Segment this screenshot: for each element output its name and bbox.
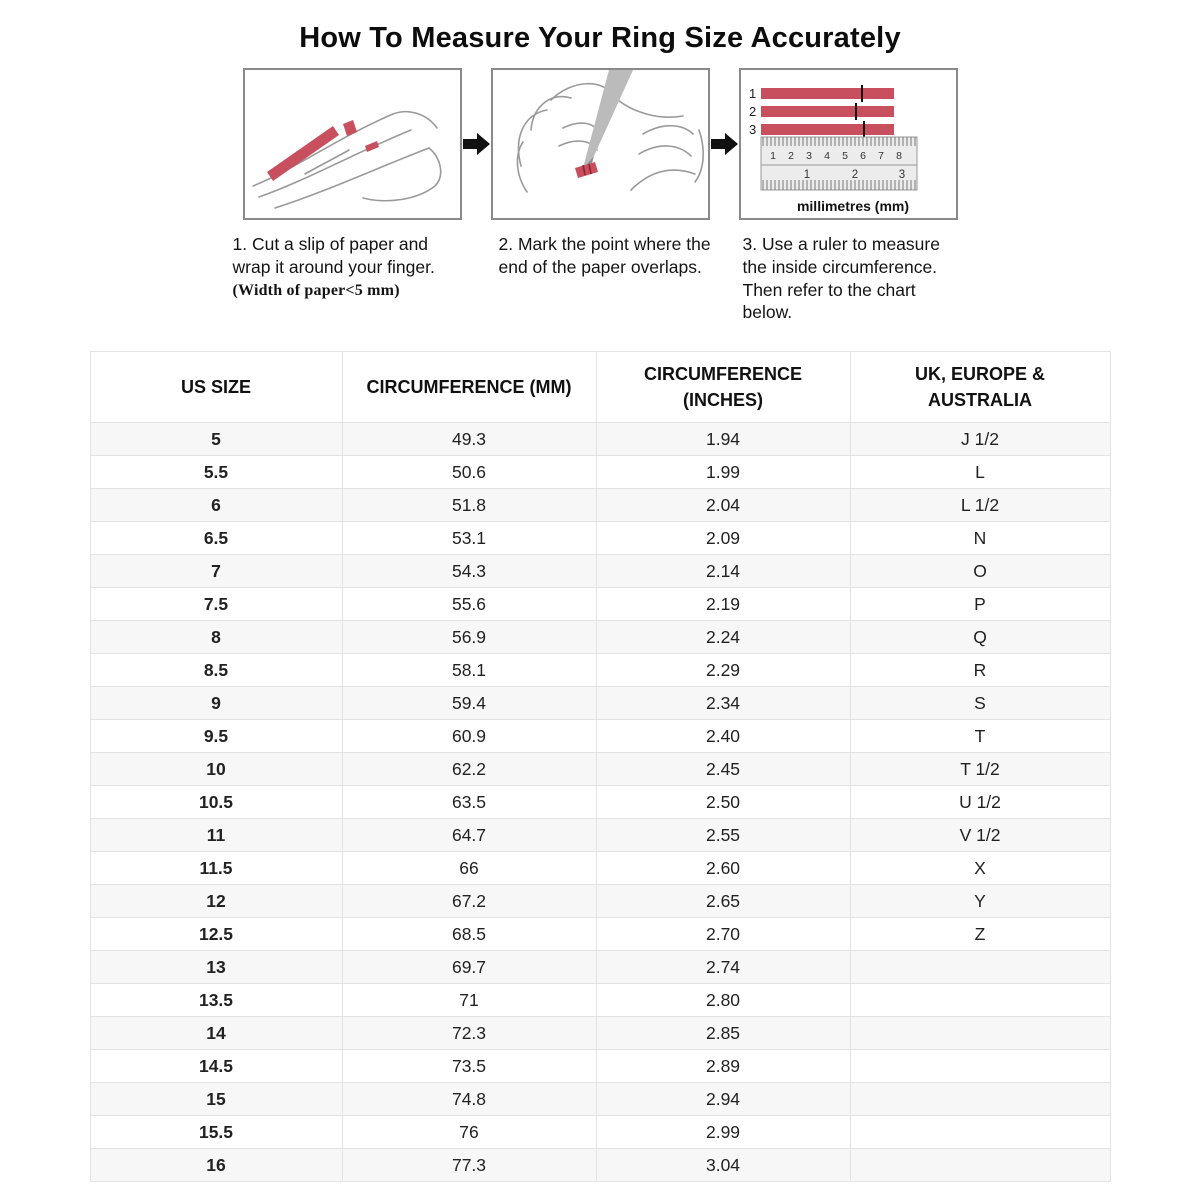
table-cell: 7.5 bbox=[90, 588, 342, 621]
table-cell: L bbox=[850, 456, 1110, 489]
caption-gap bbox=[714, 233, 743, 345]
table-cell: 2.65 bbox=[596, 885, 850, 918]
table-row bbox=[90, 885, 1110, 918]
caption-gap bbox=[470, 233, 499, 345]
table-cell: 14.5 bbox=[90, 1050, 342, 1083]
table-cell: 58.1 bbox=[342, 654, 596, 687]
table-row bbox=[90, 786, 1110, 819]
column-header: CIRCUMFERENCE (MM) bbox=[342, 352, 596, 423]
table-cell: 15.5 bbox=[90, 1116, 342, 1149]
step1-illustration bbox=[243, 68, 462, 220]
table-cell: 68.5 bbox=[342, 918, 596, 951]
step2-illustration bbox=[491, 68, 710, 220]
table-row bbox=[90, 1017, 1110, 1050]
strip-label: 2 bbox=[748, 104, 756, 119]
table-cell: 55.6 bbox=[342, 588, 596, 621]
table-cell: 2.09 bbox=[596, 522, 850, 555]
table-cell: 13.5 bbox=[90, 984, 342, 1017]
svg-text:4: 4 bbox=[823, 150, 830, 162]
table-cell bbox=[850, 1149, 1110, 1182]
table-cell: 1.94 bbox=[596, 423, 850, 456]
table-cell: 2.50 bbox=[596, 786, 850, 819]
table-cell: Z bbox=[850, 918, 1110, 951]
table-cell: 77.3 bbox=[342, 1149, 596, 1182]
table-cell: 63.5 bbox=[342, 786, 596, 819]
table-cell: 2.40 bbox=[596, 720, 850, 753]
table-row bbox=[90, 1050, 1110, 1083]
table-cell: 10 bbox=[90, 753, 342, 786]
table-cell: 56.9 bbox=[342, 621, 596, 654]
table-cell: 2.04 bbox=[596, 489, 850, 522]
step3-caption-text: 3. Use a ruler to measure the inside circumference. Then refer to the chart below. bbox=[742, 234, 940, 323]
svg-text:3: 3 bbox=[805, 150, 812, 162]
table-row bbox=[90, 456, 1110, 489]
table-cell: O bbox=[850, 555, 1110, 588]
ruler-unit-label: millimetres (mm) bbox=[796, 198, 909, 214]
table-cell: N bbox=[850, 522, 1110, 555]
table-cell: 2.94 bbox=[596, 1083, 850, 1116]
table-row bbox=[90, 588, 1110, 621]
table-cell: 12 bbox=[90, 885, 342, 918]
step3-caption bbox=[743, 233, 968, 345]
step1-caption-note: (Width of paper<5 mm) bbox=[232, 281, 400, 299]
table-cell: 5.5 bbox=[90, 456, 342, 489]
table-row bbox=[90, 555, 1110, 588]
table-cell: 49.3 bbox=[342, 423, 596, 456]
step1-caption-text: 1. Cut a slip of paper and wrap it around your finger. bbox=[232, 234, 435, 277]
strip-label: 3 bbox=[748, 122, 756, 137]
arrow-right-icon bbox=[462, 131, 491, 157]
table-row bbox=[90, 984, 1110, 1017]
table-cell: 2.29 bbox=[596, 654, 850, 687]
paper-strips-and-ruler-icon bbox=[741, 70, 956, 218]
table-body bbox=[90, 423, 1110, 1182]
table-cell: 13 bbox=[90, 951, 342, 984]
step-captions bbox=[0, 233, 1200, 345]
svg-text:3: 3 bbox=[898, 169, 905, 181]
table-cell: 8.5 bbox=[90, 654, 342, 687]
step3-illustration bbox=[739, 68, 958, 220]
table-cell: 9 bbox=[90, 687, 342, 720]
table-cell bbox=[850, 1050, 1110, 1083]
table-cell: 2.85 bbox=[596, 1017, 850, 1050]
table-cell: 60.9 bbox=[342, 720, 596, 753]
table-row bbox=[90, 522, 1110, 555]
table-cell: 72.3 bbox=[342, 1017, 596, 1050]
table-cell: 50.6 bbox=[342, 456, 596, 489]
svg-text:2: 2 bbox=[851, 169, 858, 181]
page-title: How To Measure Your Ring Size Accurately bbox=[299, 22, 901, 54]
table-cell: 1.99 bbox=[596, 456, 850, 489]
column-header: US SIZE bbox=[90, 352, 342, 423]
table-cell: 62.2 bbox=[342, 753, 596, 786]
table-row bbox=[90, 489, 1110, 522]
table-cell: 14 bbox=[90, 1017, 342, 1050]
table-row bbox=[90, 621, 1110, 654]
table-cell: 2.19 bbox=[596, 588, 850, 621]
table-cell: 2.55 bbox=[596, 819, 850, 852]
table-row bbox=[90, 753, 1110, 786]
table-cell: 54.3 bbox=[342, 555, 596, 588]
table-cell: 2.70 bbox=[596, 918, 850, 951]
table-cell bbox=[850, 1017, 1110, 1050]
column-header: UK, EUROPE & AUSTRALIA bbox=[850, 352, 1110, 423]
arrow-right-icon bbox=[710, 131, 739, 157]
table-header-row bbox=[90, 352, 1110, 423]
table-cell bbox=[850, 1083, 1110, 1116]
table-cell: T 1/2 bbox=[850, 753, 1110, 786]
table-cell: 2.45 bbox=[596, 753, 850, 786]
step1-caption bbox=[233, 233, 470, 345]
table-cell: 73.5 bbox=[342, 1050, 596, 1083]
table-cell bbox=[850, 1116, 1110, 1149]
table-row bbox=[90, 687, 1110, 720]
table-cell: 2.34 bbox=[596, 687, 850, 720]
table-cell: U 1/2 bbox=[850, 786, 1110, 819]
table-cell: 59.4 bbox=[342, 687, 596, 720]
table-cell: Q bbox=[850, 621, 1110, 654]
table-row bbox=[90, 918, 1110, 951]
table-cell: 11.5 bbox=[90, 852, 342, 885]
svg-text:1: 1 bbox=[803, 169, 810, 181]
table-cell bbox=[850, 984, 1110, 1017]
table-cell: 5 bbox=[90, 423, 342, 456]
arrow-right-icon bbox=[463, 131, 490, 157]
table-cell: 53.1 bbox=[342, 522, 596, 555]
step2-caption-text: 2. Mark the point where the end of the paper overlaps. bbox=[498, 234, 711, 277]
table-cell: 8 bbox=[90, 621, 342, 654]
table-row bbox=[90, 1149, 1110, 1182]
arrow-right-icon bbox=[711, 131, 738, 157]
table-row bbox=[90, 819, 1110, 852]
table-cell: 11 bbox=[90, 819, 342, 852]
table-cell: X bbox=[850, 852, 1110, 885]
svg-text:5: 5 bbox=[841, 150, 848, 162]
table-cell: P bbox=[850, 588, 1110, 621]
table-cell: 2.80 bbox=[596, 984, 850, 1017]
table-cell: L 1/2 bbox=[850, 489, 1110, 522]
table-cell: 3.04 bbox=[596, 1149, 850, 1182]
table-cell: 16 bbox=[90, 1149, 342, 1182]
table-cell: 2.89 bbox=[596, 1050, 850, 1083]
table-cell: 2.74 bbox=[596, 951, 850, 984]
table-cell: 6.5 bbox=[90, 522, 342, 555]
table-cell: J 1/2 bbox=[850, 423, 1110, 456]
table-cell: 9.5 bbox=[90, 720, 342, 753]
table-cell: 76 bbox=[342, 1116, 596, 1149]
table-header-row bbox=[90, 352, 1110, 423]
table-cell: 71 bbox=[342, 984, 596, 1017]
step2-caption bbox=[499, 233, 714, 345]
svg-text:8: 8 bbox=[895, 150, 902, 162]
table-cell: T bbox=[850, 720, 1110, 753]
hand-with-paper-strip-icon bbox=[245, 70, 460, 218]
table-cell bbox=[850, 951, 1110, 984]
table-cell: Y bbox=[850, 885, 1110, 918]
table-row bbox=[90, 720, 1110, 753]
table-cell: 2.60 bbox=[596, 852, 850, 885]
svg-text:2: 2 bbox=[787, 150, 794, 162]
table-cell: S bbox=[850, 687, 1110, 720]
table-cell: V 1/2 bbox=[850, 819, 1110, 852]
table-cell: 74.8 bbox=[342, 1083, 596, 1116]
table-row bbox=[90, 654, 1110, 687]
table-row bbox=[90, 1083, 1110, 1116]
table-cell: 15 bbox=[90, 1083, 342, 1116]
table-row bbox=[90, 852, 1110, 885]
table-cell: 2.99 bbox=[596, 1116, 850, 1149]
table-cell: 2.14 bbox=[596, 555, 850, 588]
table-cell: 51.8 bbox=[342, 489, 596, 522]
ring-size-table bbox=[90, 351, 1111, 1182]
table-cell: 69.7 bbox=[342, 951, 596, 984]
table-cell: 2.24 bbox=[596, 621, 850, 654]
table-cell: 12.5 bbox=[90, 918, 342, 951]
table-cell: 6 bbox=[90, 489, 342, 522]
table-cell: 10.5 bbox=[90, 786, 342, 819]
table-cell: 66 bbox=[342, 852, 596, 885]
table-row bbox=[90, 423, 1110, 456]
table-cell: 67.2 bbox=[342, 885, 596, 918]
svg-text:6: 6 bbox=[859, 150, 866, 162]
strip-label: 1 bbox=[748, 86, 756, 101]
steps-illustrations bbox=[0, 68, 1200, 220]
table-row bbox=[90, 1116, 1110, 1149]
column-header: CIRCUMFERENCE (INCHES) bbox=[596, 352, 850, 423]
table-row bbox=[90, 951, 1110, 984]
table-cell: 7 bbox=[90, 555, 342, 588]
svg-text:1: 1 bbox=[769, 150, 776, 162]
svg-text:7: 7 bbox=[877, 150, 884, 162]
table-cell: R bbox=[850, 654, 1110, 687]
table-cell: 64.7 bbox=[342, 819, 596, 852]
hand-marking-with-pencil-icon bbox=[493, 70, 708, 218]
